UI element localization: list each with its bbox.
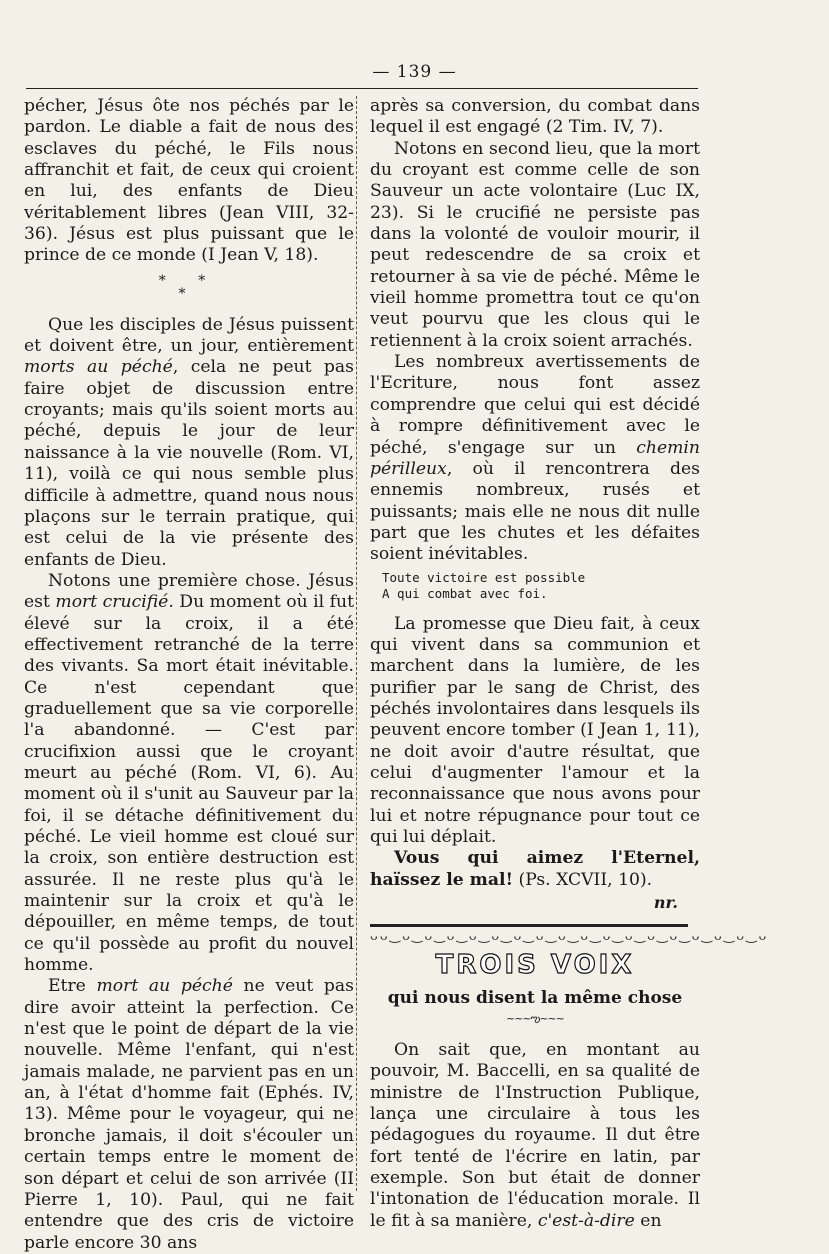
right-column (370, 96, 769, 1232)
paragraph: On sait que, en montant au pouvoir, M. Baccelli, en sa qualité de ministre de l'Instruction Publique, lança une circulaire à tous les pédagogues du royaume. Il dut être fort tenté de l'écrire en latin, par exemple. Son but était de donner l'intonation de l'éducation morale. Il le fit à sa manière, c'est-à-dire en (370, 1040, 700, 1231)
left-column (24, 96, 354, 1254)
paragraph: Les nombreux avertissements de l'Ecriture, nous font assez comprendre que celui qui est décidé à rompre définitivement avec le péché, s'engage sur un chemin périlleux, où il rencontrera des ennemis nombreux, rusés et puissants; mais elle ne nous dit nulle part que les chutes et les défaites soient inévitables. (370, 352, 700, 565)
paragraph: après sa conversion, du combat dans lequel il est engagé (2 Tim. IV, 7). (370, 96, 700, 138)
article-headline: TROIS VOIX (435, 950, 635, 981)
paragraph: pécher, Jésus ôte nos péchés par le pardon. Le diable a fait de nous des esclaves du péché, le Fils nous affranchit et fait, de ceux qui croient en lui, des enfants de Dieu véritablement libres (Jean VIII, 32-36). Jésus est plus puissant que le prince de ce monde (I Jean V, 18). (24, 96, 354, 266)
paragraph: Etre mort au péché ne veut pas dire avoir atteint la perfection. Ce n'est que le point de départ de la vie nouvelle. Même l'enfant, qui n'est jamais malade, ne parvient pas en un an, à l'état d'homme fait (Ephés. IV, 13). Même pour le voyageur, qui ne bronche jamais, il doit s'écouler un certain temps entre le moment de son départ et celui de son arrivée (II Pierre 1, 10). Paul, qui ne fait entendre que des cris de victoire parle encore 30 ans (24, 976, 354, 1253)
paragraph: Notons en second lieu, que la mort du croyant est comme celle de son Sauveur un acte volontaire (Luc IX, 23). Si le crucifié ne persiste pas dans la volonté de vouloir mourir, il peut redescendre de sa croix et retourner à sa vie de péché. Même le vieil homme promettra tout ce qu'on veut pourvu que les clous qui le retiennent à la croix soient arrachés. (370, 138, 700, 351)
ornament-border: ᴗᴗ‿ᴗ‿ᴗ‿ᴗ‿ᴗ‿ᴗ‿ᴗ‿ᴗ‿ᴗ‿ᴗ‿ᴗ‿ᴗ‿ᴗ‿ᴗ‿ᴗ‿ᴗ‿ᴗ‿ᴗ (370, 929, 769, 945)
header-rule (26, 88, 698, 89)
article-subheading: qui nous disent la même chose (387, 988, 683, 1009)
paragraph: Que les disciples de Jésus puissent et doivent être, un jour, entièrement morts au péché, cela ne peut pas faire objet de discussion entre croyants; mais qu'ils soient morts au péché, depuis le jour de leur naissance à la vie nouvelle (Rom. VI, 11), voilà ce qui nous semble plus difficile à admettre, quand nous nous plaçons sur le terrain pratique, qui est celui de la vie présente des enfants de Dieu. (24, 314, 354, 570)
paragraph: Vous qui aimez l'Eternel, haïssez le mal! (Ps. XCVII, 10). (370, 848, 700, 890)
paragraph: La promesse que Dieu fait, à ceux qui vivent dans sa communion et marchent dans la lumière, de les purifier par le sang de Christ, des péchés involontaires dans lesquels ils peuvent encore tomber (I Jean 1, 11), ne doit avoir d'autre résultat, que celui d'augmenter l'amour et la reconnaissance que nous avons pour lui et notre répugnance pour tout ce qui lui déplait. (370, 613, 700, 847)
section-stars: * * * (158, 272, 220, 302)
paragraph: Notons une première chose. Jésus est mort crucifié. Du moment où il fut élevé sur la croix, il a été effectivement retranché de la terre des vivants. Sa mort était inévitable. Ce n'est cependant que graduellement que sa vie corporelle l'a abandonné. — C'est par crucifixion aussi que le croyant meurt au péché (Rom. VI, 6). Au moment où il s'unit au Sauveur par la foi, il se détache définitivement du péché. Le vieil homme est cloué sur la croix, son entière destruction est assurée. Il ne reste plus qu'à le maintenir sur la croix et qu'à le dépouiller, en même temps, de tout ce qu'il possède au profit du nouvel homme. (24, 570, 354, 976)
section-rule (370, 924, 688, 927)
ornament-swirl: ~~~ఌ~~~ (505, 1012, 564, 1026)
page-number: — 139 — (372, 62, 457, 82)
column-divider (356, 96, 357, 1191)
poem-quote: Toute victoire est possible A qui combat avec foi. (382, 569, 586, 601)
author-signature: nr. (653, 893, 678, 913)
